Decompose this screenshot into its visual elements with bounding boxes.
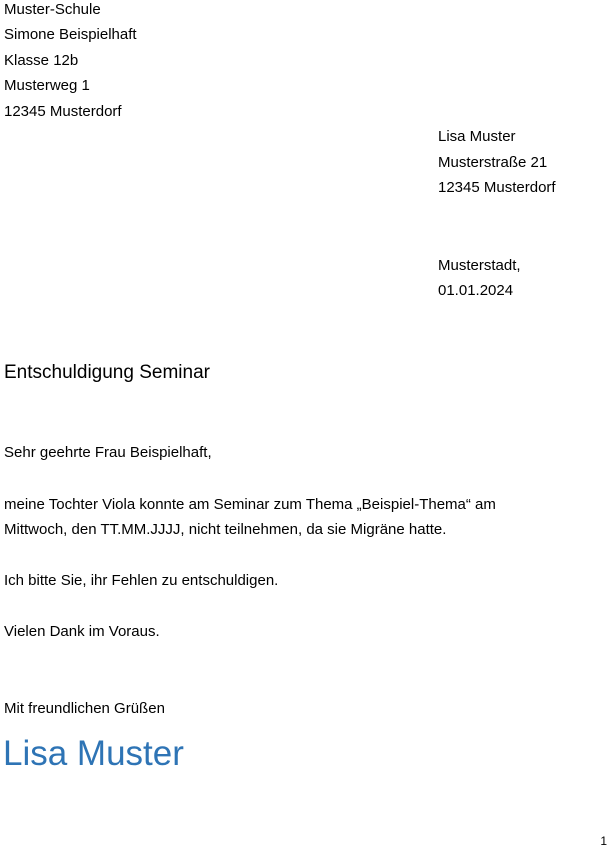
sender-class: Klasse 12b	[4, 52, 79, 69]
closing: Mit freundlichen Grüßen	[4, 700, 165, 717]
body-paragraph-1-line-1: meine Tochter Viola konnte am Seminar zum Thema „Beispiel-Thema“ am	[4, 496, 496, 513]
recipient-street: Musterstraße 21	[438, 154, 548, 171]
signature: Lisa Muster	[3, 734, 184, 773]
sender-school: Muster-Schule	[4, 1, 101, 18]
sender-city: 12345 Musterdorf	[4, 103, 122, 120]
date: 01.01.2024	[438, 282, 514, 299]
sender-street: Musterweg 1	[4, 77, 90, 94]
page-number: 1	[600, 834, 607, 848]
recipient-city: 12345 Musterdorf	[438, 179, 556, 196]
salutation: Sehr geehrte Frau Beispielhaft,	[4, 444, 212, 461]
body-paragraph-2: Ich bitte Sie, ihr Fehlen zu entschuldigen.	[4, 572, 279, 589]
place: Musterstadt,	[438, 257, 521, 274]
sender-teacher: Simone Beispielhaft	[4, 26, 137, 43]
body-paragraph-3: Vielen Dank im Voraus.	[4, 623, 160, 640]
recipient-name: Lisa Muster	[438, 128, 516, 145]
subject-heading: Entschuldigung Seminar	[4, 362, 210, 383]
body-paragraph-1-line-2: Mittwoch, den TT.MM.JJJJ, nicht teilnehmen, da sie Migräne hatte.	[4, 521, 447, 538]
